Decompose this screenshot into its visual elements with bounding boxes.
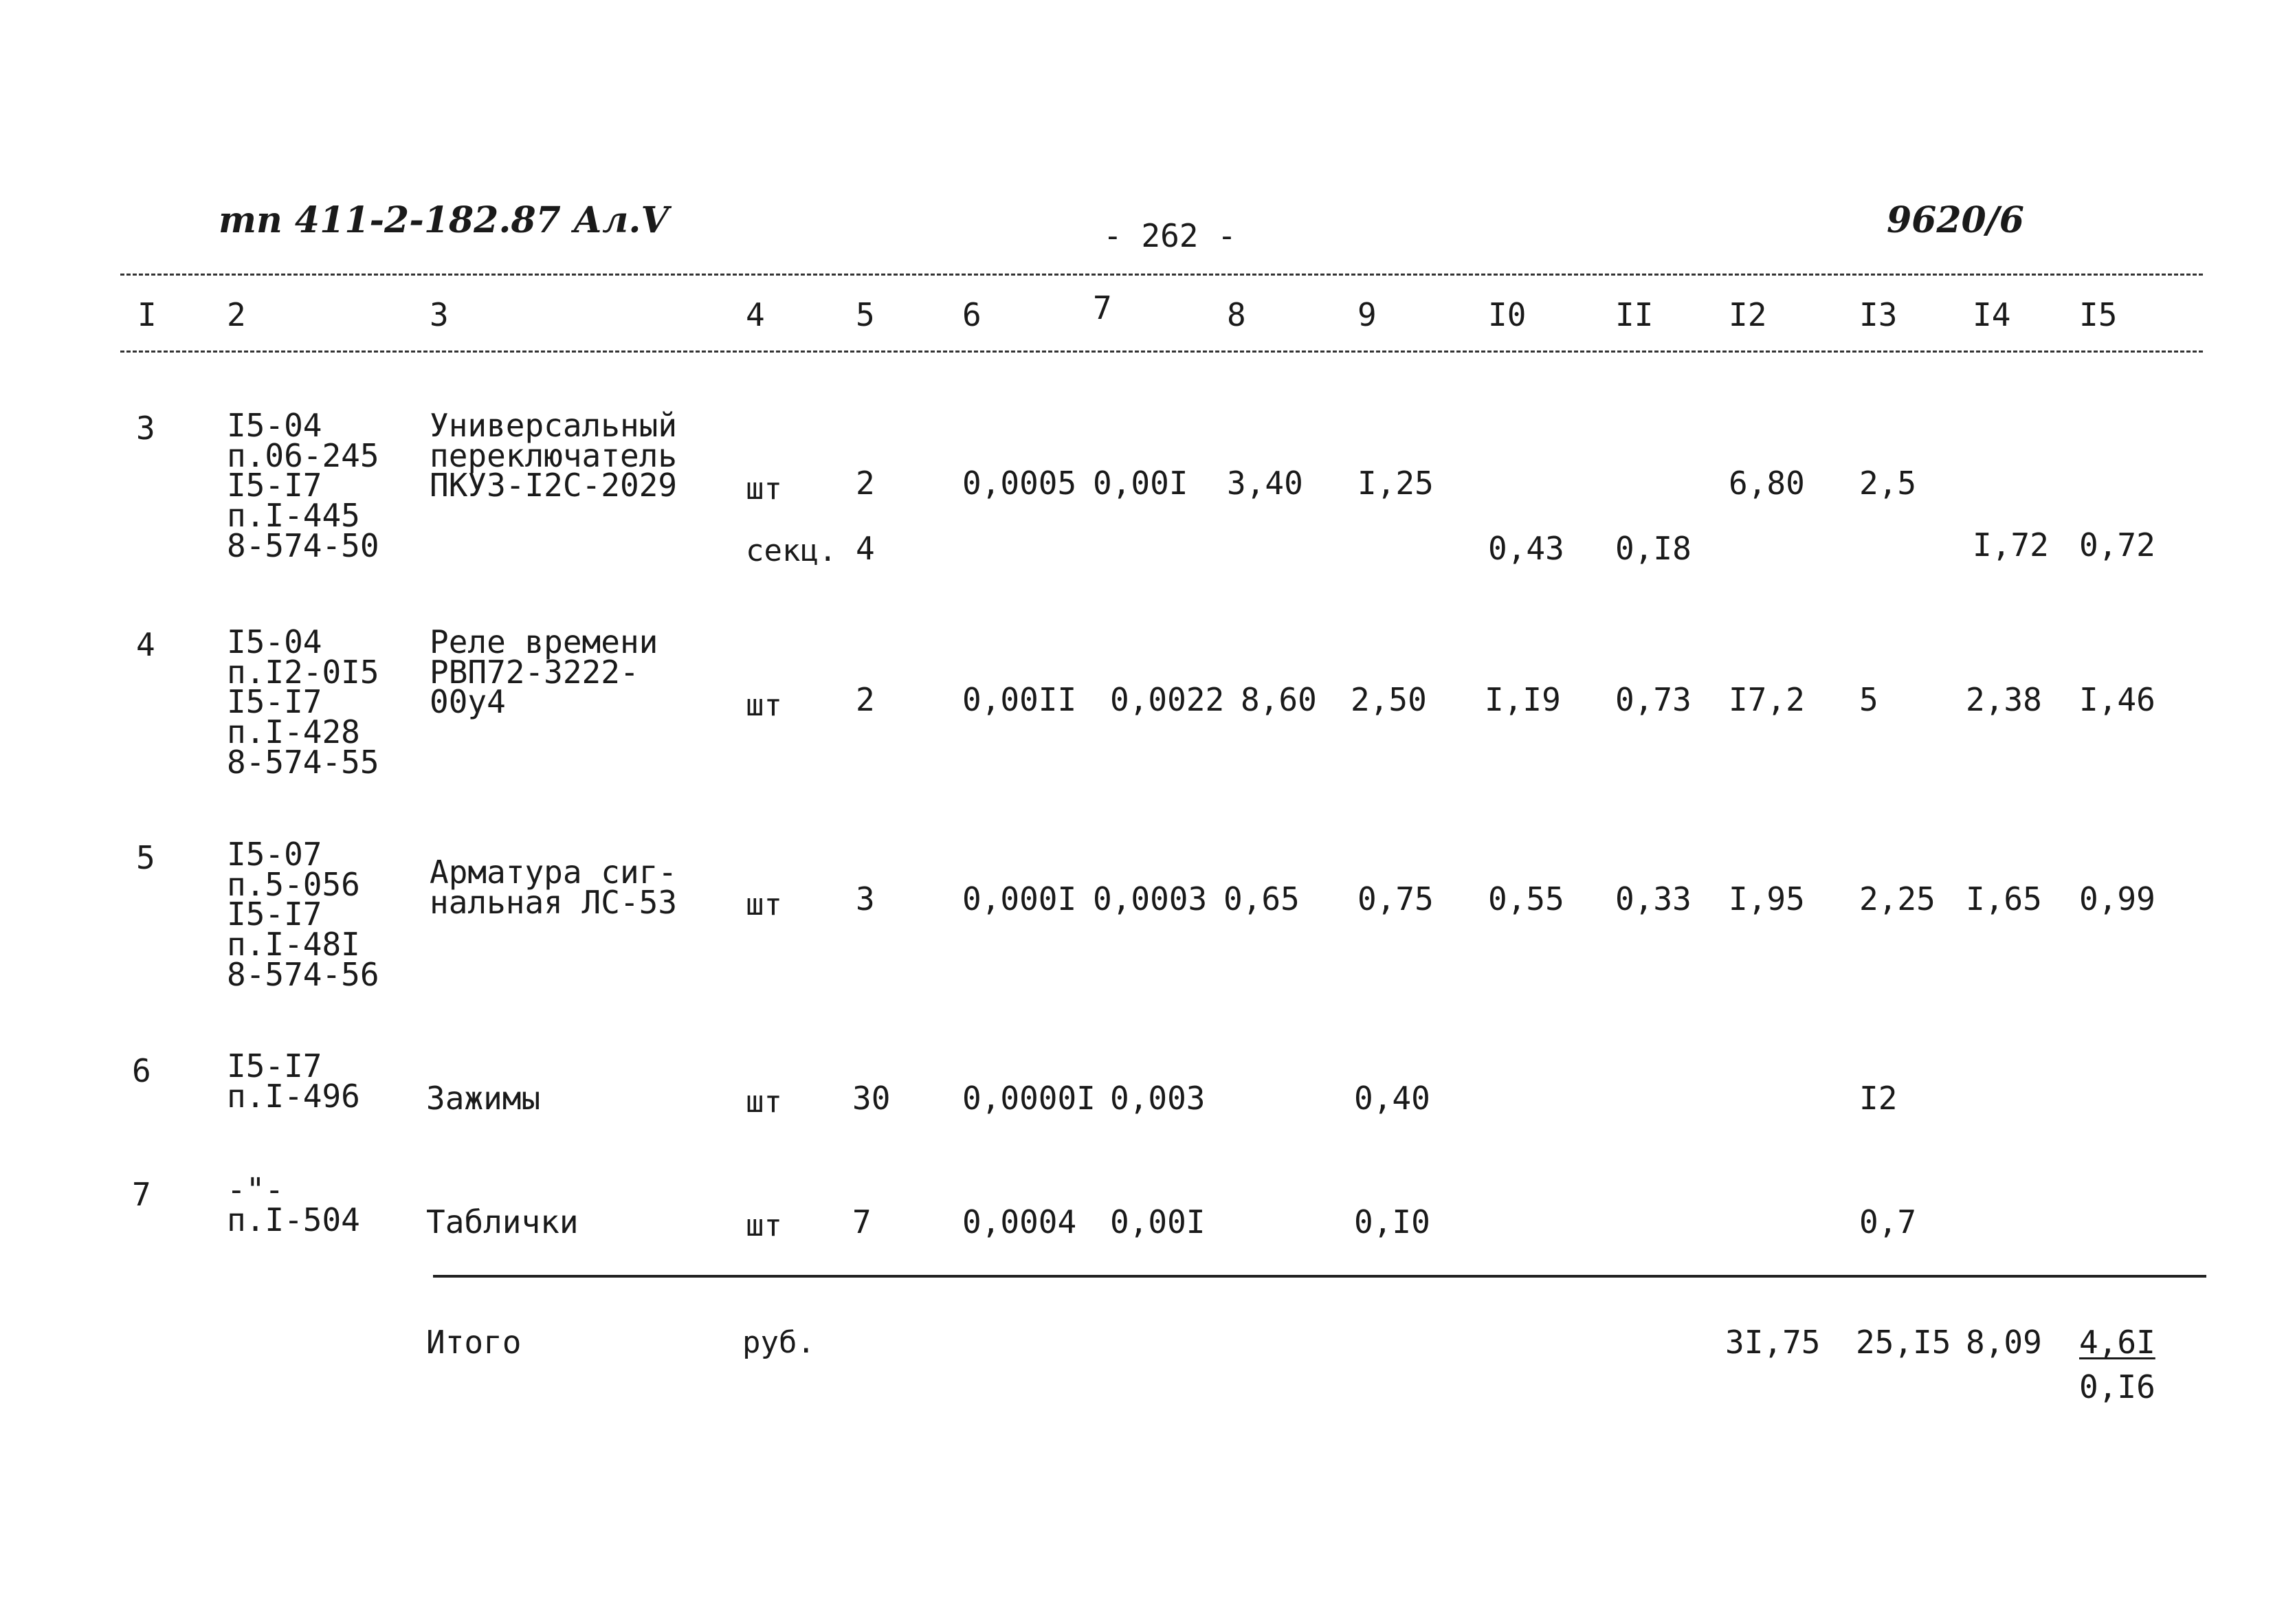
total-unit: руб. — [742, 1325, 815, 1360]
cell-c9: 0,I0 — [1354, 1203, 1430, 1241]
name-line: ПКУ3-I2С-2029 — [430, 467, 678, 504]
name-line: Реле времени — [430, 623, 658, 660]
quantity-secondary: 4 — [856, 530, 875, 567]
inventory-code: 9620/6 — [1887, 199, 2024, 241]
row-codes — [227, 1047, 360, 1115]
cell-c9: 0,40 — [1354, 1080, 1430, 1117]
cell-c11: 0,73 — [1615, 681, 1692, 718]
row-number: 4 — [136, 626, 155, 663]
cell-c9: I,25 — [1357, 465, 1434, 502]
cell-c7: 0,00I — [1093, 465, 1188, 502]
cell-c7: 0,0022 — [1110, 681, 1225, 718]
row-number: 6 — [132, 1052, 151, 1089]
cell-c15: 0,99 — [2079, 880, 2155, 917]
cell-c14: 2,38 — [1966, 681, 2042, 718]
total-separator — [433, 1275, 2206, 1278]
code-line: п.06-245 — [227, 436, 379, 474]
col-header-14: I4 — [1973, 296, 2011, 333]
cell-c12: I,95 — [1729, 880, 1805, 917]
col-header-5: 5 — [856, 296, 875, 333]
cell-c6: 0,0000I — [962, 1080, 1096, 1117]
total-c13: 25,I5 — [1856, 1324, 1951, 1361]
col-header-12: I2 — [1729, 296, 1767, 333]
col-header-10: I0 — [1488, 296, 1527, 333]
cell-c8: 3,40 — [1227, 465, 1303, 502]
quantity: 7 — [852, 1203, 872, 1241]
header-bottom-rule — [120, 351, 2203, 353]
cell-c6: 0,000I — [962, 880, 1077, 917]
cell-c13: 2,25 — [1859, 880, 1936, 917]
name-line: Универсальный — [430, 407, 678, 444]
total-c14: 8,09 — [1966, 1324, 2042, 1361]
row-name — [430, 407, 678, 504]
code-line: I5-07 — [227, 836, 322, 873]
cell-c14: I,72 — [1973, 526, 2049, 564]
cell-c10: I,I9 — [1485, 681, 1561, 718]
col-header-2: 2 — [227, 296, 246, 333]
row-codes — [227, 836, 379, 993]
unit: шт — [746, 1208, 782, 1243]
total-label: Итого — [426, 1324, 522, 1361]
col-header-6: 6 — [962, 296, 982, 333]
cell-c15: I,46 — [2079, 681, 2155, 718]
row-name — [430, 623, 658, 721]
cell-c6: 0,00II — [962, 681, 1077, 718]
col-header-7: 7 — [1093, 289, 1112, 326]
name-line: РВП72-3222- — [430, 653, 639, 691]
code-line: п.I-496 — [227, 1077, 360, 1115]
total-c15-top: 4,6I — [2079, 1324, 2155, 1361]
name-line: переключатель — [430, 436, 678, 474]
cell-c7: 0,00I — [1110, 1203, 1206, 1241]
document-code: тп 411-2-182.87 Ал.V — [219, 199, 669, 241]
cell-c10: 0,43 — [1488, 530, 1564, 567]
unit: шт — [746, 471, 782, 507]
col-header-3: 3 — [430, 296, 449, 333]
col-header-1: I — [137, 296, 157, 333]
cell-c8: 8,60 — [1241, 681, 1317, 718]
cell-c7: 0,0003 — [1093, 880, 1208, 917]
name-line: Арматура сиг- — [430, 854, 678, 891]
cell-c13: 5 — [1859, 681, 1878, 718]
cell-c13: I2 — [1859, 1080, 1898, 1117]
code-line: I5-I7 — [227, 896, 322, 933]
total-c12: 3I,75 — [1725, 1324, 1821, 1361]
row-number: 3 — [136, 410, 155, 447]
code-line: 8-574-56 — [227, 955, 379, 993]
code-line: п.I-445 — [227, 497, 360, 535]
code-line: 8-574-55 — [227, 743, 379, 781]
cell-c11: 0,I8 — [1615, 530, 1692, 567]
cell-c14: I,65 — [1966, 880, 2042, 917]
row-name — [426, 1080, 541, 1117]
code-line: п.I-428 — [227, 713, 360, 751]
row-name — [430, 854, 678, 921]
name-line: нальная ЛС-53 — [430, 883, 678, 921]
row-name — [426, 1203, 579, 1241]
name-line: Таблички — [426, 1203, 579, 1241]
code-line: I5-I7 — [227, 683, 322, 721]
col-header-11: II — [1615, 296, 1654, 333]
row-codes — [227, 407, 379, 564]
code-line: I5-04 — [227, 407, 322, 444]
unit: шт — [746, 1084, 782, 1120]
row-codes — [227, 1171, 360, 1238]
col-header-9: 9 — [1357, 296, 1377, 333]
unit: шт — [746, 688, 782, 723]
cell-c6: 0,0004 — [962, 1203, 1077, 1241]
code-line: п.I-48I — [227, 926, 360, 964]
cell-c15: 0,72 — [2079, 526, 2155, 564]
total-c15-bottom: 0,I6 — [2079, 1368, 2155, 1405]
name-line: Зажимы — [426, 1080, 541, 1117]
cell-c8: 0,65 — [1223, 880, 1300, 917]
cell-c12: I7,2 — [1729, 681, 1805, 718]
cell-c13: 0,7 — [1859, 1203, 1917, 1241]
cell-c10: 0,55 — [1488, 880, 1564, 917]
cell-c11: 0,33 — [1615, 880, 1692, 917]
cell-c9: 2,50 — [1351, 681, 1427, 718]
cell-c12: 6,80 — [1729, 465, 1805, 502]
code-line: -"- — [227, 1171, 285, 1208]
col-header-8: 8 — [1227, 296, 1246, 333]
code-line: п.I2-0I5 — [227, 653, 379, 691]
cell-c9: 0,75 — [1357, 880, 1434, 917]
code-line: п.5-056 — [227, 865, 360, 903]
row-codes — [227, 623, 379, 781]
col-header-15: I5 — [2079, 296, 2118, 333]
code-line: I5-I7 — [227, 1047, 322, 1084]
page-number: - 262 - — [1103, 217, 1237, 254]
code-line: I5-04 — [227, 623, 322, 660]
quantity: 30 — [852, 1080, 891, 1117]
code-line: 8-574-50 — [227, 526, 379, 564]
unit-secondary: секц. — [746, 533, 837, 568]
code-line: I5-I7 — [227, 467, 322, 504]
code-line: п.I-504 — [227, 1201, 360, 1238]
unit: шт — [746, 887, 782, 922]
col-header-13: I3 — [1859, 296, 1898, 333]
cell-c13: 2,5 — [1859, 465, 1917, 502]
quantity: 2 — [856, 465, 875, 502]
row-number: 7 — [132, 1176, 151, 1213]
cell-c7: 0,003 — [1110, 1080, 1206, 1117]
quantity: 3 — [856, 880, 875, 917]
header-top-rule — [120, 274, 2203, 276]
row-number: 5 — [136, 839, 155, 876]
quantity: 2 — [856, 681, 875, 718]
col-header-4: 4 — [746, 296, 765, 333]
name-line: 00у4 — [430, 683, 506, 721]
cell-c6: 0,0005 — [962, 465, 1077, 502]
